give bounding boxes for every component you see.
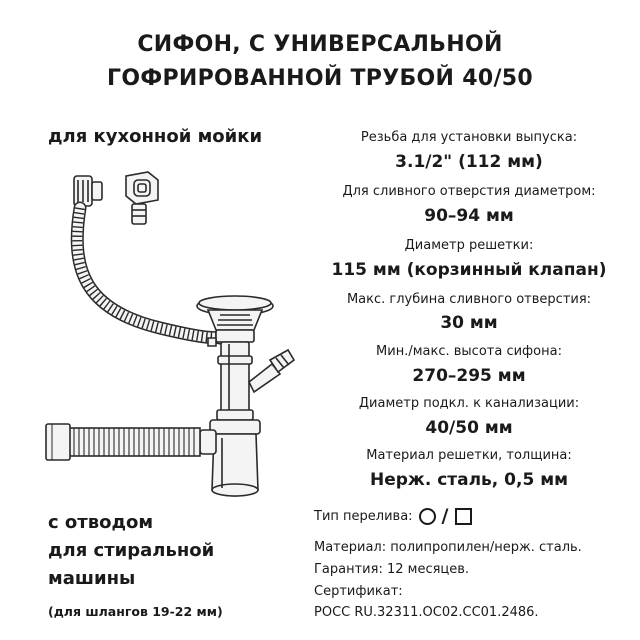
spec-label-thread: Резьба для установки выпуска: bbox=[360, 130, 578, 145]
vertical-pipe-icon bbox=[217, 342, 253, 420]
sink-strainer-grate-icon bbox=[197, 296, 273, 346]
spec-value-max-depth: 30 мм bbox=[440, 313, 498, 333]
certificate-label: Сертификат: bbox=[314, 584, 403, 599]
hose-diameter-note: (для шлангов 19-22 мм) bbox=[48, 604, 223, 619]
washing-machine-heading-line-2: для стиральной bbox=[48, 540, 215, 561]
corrugated-outlet-pipe-icon bbox=[46, 424, 200, 460]
overflow-type-row bbox=[314, 505, 472, 527]
spec-label-max-depth: Макс. глубина сливного отверстия: bbox=[346, 292, 592, 307]
spec-label-sewer-diameter: Диаметр подкл. к канализации: bbox=[358, 396, 580, 411]
overflow-separator: / bbox=[441, 505, 449, 527]
spec-value-grate-material: Нерж. сталь, 0,5 мм bbox=[369, 470, 569, 490]
siphon-trap-bowl-icon bbox=[210, 420, 260, 496]
circle-icon bbox=[419, 508, 436, 525]
siphon-illustration bbox=[40, 160, 300, 505]
spec-label-siphon-height: Мин./макс. высота сифона: bbox=[376, 344, 562, 359]
spec-value-thread: 3.1/2" (112 мм) bbox=[395, 152, 543, 172]
warranty-info: Гарантия: 12 месяцев. bbox=[314, 562, 470, 577]
overflow-round-fitting-icon bbox=[74, 176, 102, 206]
overflow-square-fitting-icon bbox=[126, 172, 158, 224]
spec-value-siphon-height: 270–295 мм bbox=[412, 366, 526, 386]
spec-label-drain-hole: Для сливного отверстия диаметром: bbox=[342, 184, 596, 199]
title-line-1: СИФОН, С УНИВЕРСАЛЬНОЙ bbox=[137, 32, 503, 57]
outlet-nut-icon bbox=[200, 430, 216, 454]
spec-value-sewer-diameter: 40/50 мм bbox=[425, 418, 513, 438]
kitchen-sink-heading: для кухонной мойки bbox=[48, 126, 263, 147]
page-title bbox=[0, 28, 640, 96]
title-line-2: ГОФРИРОВАННОЙ ТРУБОЙ 40/50 bbox=[107, 66, 533, 91]
corrugated-overflow-hose-icon bbox=[77, 208, 220, 338]
washing-machine-heading-line-1: с отводом bbox=[48, 512, 154, 533]
washing-machine-heading-line-3: машины bbox=[48, 568, 136, 589]
overflow-type-label: Тип перелива: bbox=[314, 509, 413, 524]
material-info: Материал: полипропилен/нерж. сталь. bbox=[314, 540, 582, 555]
spec-value-drain-hole: 90–94 мм bbox=[424, 206, 514, 226]
washing-machine-inlet-icon bbox=[249, 350, 294, 392]
square-icon bbox=[455, 508, 472, 525]
spec-value-grate-diameter: 115 мм (корзинный клапан) bbox=[331, 260, 607, 280]
certificate-number: РОСС RU.32311.ОС02.СС01.2486. bbox=[314, 605, 539, 620]
spec-label-grate-material: Материал решетки, толщина: bbox=[366, 448, 572, 463]
spec-label-grate-diameter: Диаметр решетки: bbox=[404, 238, 534, 253]
